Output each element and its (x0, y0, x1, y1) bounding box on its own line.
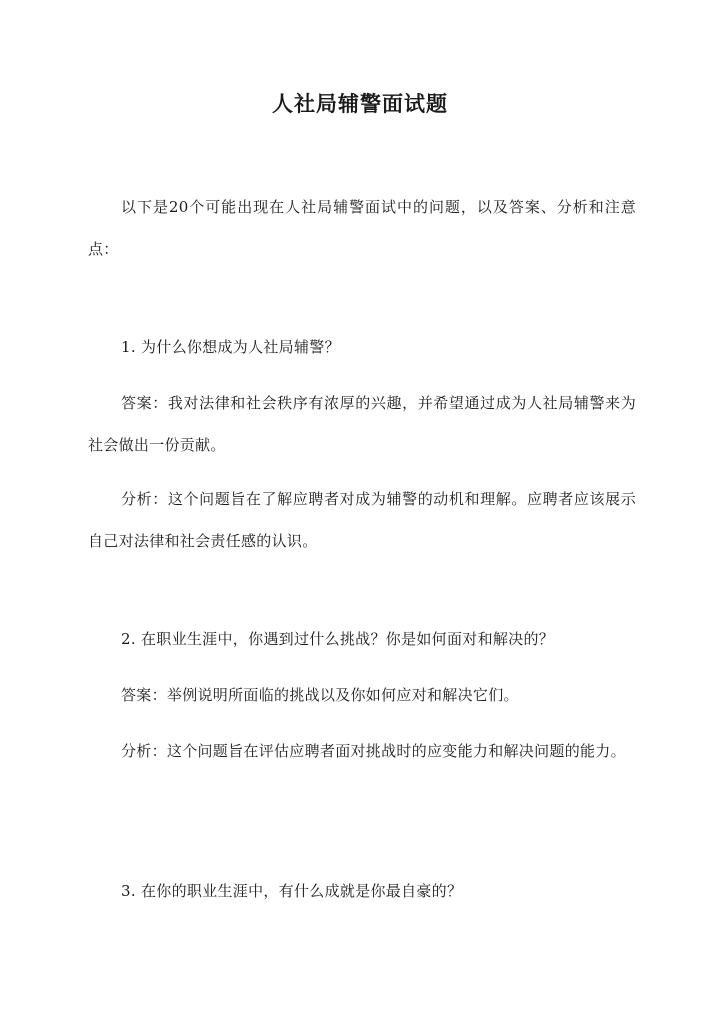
analysis-1: 分析：这个问题旨在了解应聘者对成为辅警的动机和理解。应聘者应该展示自己对法律和社会责任感的认识。 (88, 490, 636, 550)
answer-1: 答案：我对法律和社会秩序有浓厚的兴趣，并希望通过成为人社局辅警来为社会做出一份贡献。 (88, 394, 636, 454)
intro-paragraph: 以下是20个可能出现在人社局辅警面试中的问题，以及答案、分析和注意点： (88, 198, 636, 258)
question-1: 1. 为什么你想成为人社局辅警？ (121, 338, 340, 356)
answer-2: 答案：举例说明所面临的挑战以及你如何应对和解决它们。 (121, 686, 519, 704)
question-3: 3. 在你的职业生涯中，有什么成就是你最自豪的？ (121, 882, 463, 900)
question-2: 2. 在职业生涯中，你遇到过什么挑战？你是如何面对和解决的？ (121, 630, 555, 648)
analysis-2: 分析：这个问题旨在评估应聘者面对挑战时的应变能力和解决问题的能力。 (121, 742, 626, 760)
document-title: 人社局辅警面试题 (272, 91, 448, 116)
